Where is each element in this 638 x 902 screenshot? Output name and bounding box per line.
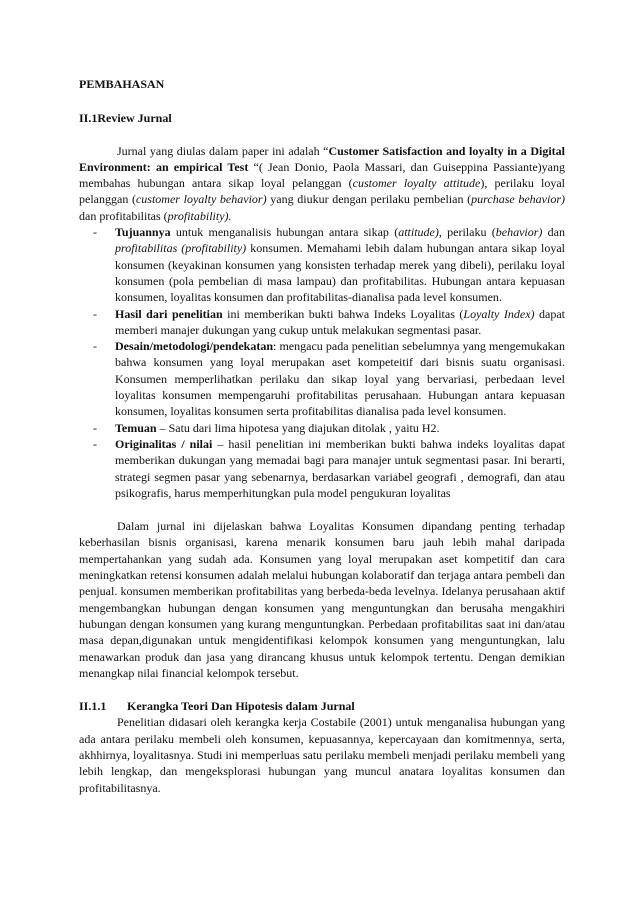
bullet-dash: - [93,436,97,451]
subsection-heading [79,698,565,714]
intro-text-4: yang diukur dengan perilaku pembelian ( [266,192,472,207]
subsection-number: II.1.1 [79,699,107,714]
intro-text-5: dan profitabilitas ( [79,208,168,223]
bullet-label: Temuan [115,420,157,435]
bullet-label: Hasil dari penelitian [115,306,223,321]
bullet-italic: attitude), [398,225,442,240]
bullet-italic: profitabilitas (profitability) [115,241,247,256]
bullet-dash: - [93,420,97,435]
bullet-text: konsumen. Memahami lebih dalam hubungan antara sikap loyal konsumen (keyakinan konsumen yang konsisten terhadap merek yang dibeli), perilaku loyal konsumen (pola pembelian di masa lampau) dan profitabilitas. Hubungan antara kepuasan konsumen, loyalitas konsumen dan profitabilitas-dianalisa pada level konsumen. [115,241,565,305]
intro-text-1: Jurnal yang diulas dalam paper ini adalah “ [117,143,329,158]
bullet-text: – hasil penelitian ini memberikan bukti bahwa indeks loyalitas dapat memberikan dukungan yang memadai bagi para manajer untuk segmentasi pasar. Ini berarti, strategi segmen pasar yang sebenarnya, berdasarkan variabel geografi , demografi, dan atau psikografis, harus memperhitungkan pula model pengukuran loyalitas [115,436,565,500]
bullet-desain [93,338,565,419]
subsection-title: Kerangka Teori Dan Hipotesis dalam Jurnal [127,699,355,714]
bullet-dash: - [93,339,97,354]
bullet-temuan [93,420,565,436]
bullet-tujuan [93,224,565,305]
intro-paragraph [79,143,565,224]
bullet-dash: - [93,306,97,321]
journal-title: Customer Satisfaction and loyalty in a Digital Environment: an empirical Test [79,143,565,174]
bullet-text: dan [542,225,566,240]
body-paragraph-loyalitas: Dalam jurnal ini dijelaskan bahwa Loyalitas Konsumen dipandang penting terhadap keberhasilan bisnis organisasi, karena menarik konsumen baru jauh lebih mahal daripada mempertahankan yang sudah ada. Konsumen yang loyal merupakan aset kompetitif dan cara meningkatkan retensi konsumen adalah melalui hubungan kolaboratif dan terjaga antara pembeli dan penjual. konsumen memberikan profitabilitas yang berbeda-beda levelnya. Idelanya perusahaan aktif mengembangkan hubungan dengan konsumen yang menguntungkan dan berusaha mengakhiri hubungan dengan konsumen yang kurang menguntungkan. Perbedaan profitabilitas saat ini dan/atau masa depan,digunakan untuk mengidentifikasi kelompok konsumen yang menguntungkan, lalu menawarkan produk dan jasa yang dirancang khusus untuk kelompok tertentu. Dengan demikian menangkap nilai financial kelompok tersebut. [79,519,565,680]
intro-text-2: “( Jean Donio, Paola Massari, dan Guiseppina Passiante)yang membahas hubungan antara sikap loyal pelanggan ( [79,159,565,191]
bullet-label: Originalitas / nilai [115,436,213,451]
bullet-dash: - [93,225,97,240]
bullet-italic: behavior) [495,225,543,240]
body-paragraph-kerangka: Penelitian didasari oleh kerangka kerja Costabile (2001) untuk menganalisa hubungan yang ada antara perilaku membeli oleh konsumen, kepuasannya, kepercayaan dan komitmennya, serta, akhhirnya, loyalitasnya. Studi ini memperluas satu perilaku membeli menjadi perilaku membeli yang lebih lengkap, dan mengeksplorasi hubungan yang muncul anatara loyalitas konsumen dan profitabilitasnya. [79,715,565,795]
bullet-text: dapat memberi manajer dukungan yang cukup untuk melakukan segmentasi pasar. [115,306,566,337]
bullet-text: – Satu dari lima hipotesa yang diajukan ditolak , yaitu H2. [156,420,440,435]
bullet-label: Desain/metodologi/pendekatan [115,339,274,354]
bullet-text: perilaku ( [441,225,496,240]
page-heading: PEMBAHASAN [79,77,165,91]
intro-italic-3: purchase behavior) [471,192,565,207]
bullet-italic: Loyalty Index) [463,306,535,321]
section-title: II.1Review Jurnal [79,111,172,126]
intro-italic-2: customer loyalty behavior) [135,192,267,207]
bullet-label: Tujuannya [115,225,171,240]
intro-italic-4: profitability). [167,208,232,223]
review-bullet-list [79,224,565,501]
bullet-originalitas [93,436,565,501]
bullet-text: : mengacu pada penelitian sebelumnya yang mengemukakan bahwa konsumen yang loyal merupakan aset kompeteitif dari bisnis suatu organisasi. Konsumen memperlihatkan perilaku dan sikap loyal yang bervariasi, perbedaan level loyalitas konsumen mempengaruhi profitabilitas perusahaan. Hubungan antara kepuasan konsumen, loyalitas konsumen serta profitabilitas dianalisa pada level konsumen. [115,339,565,419]
intro-text-3: ), perilaku loyal pelanggan ( [79,176,565,207]
intro-italic-1: customer loyalty attitude [352,176,481,191]
bullet-text: untuk menganalisis hubungan antara sikap ( [170,225,399,240]
bullet-text: ini memberikan bukti bahwa Indeks Loyalitas ( [222,306,464,321]
bullet-hasil [93,306,565,339]
